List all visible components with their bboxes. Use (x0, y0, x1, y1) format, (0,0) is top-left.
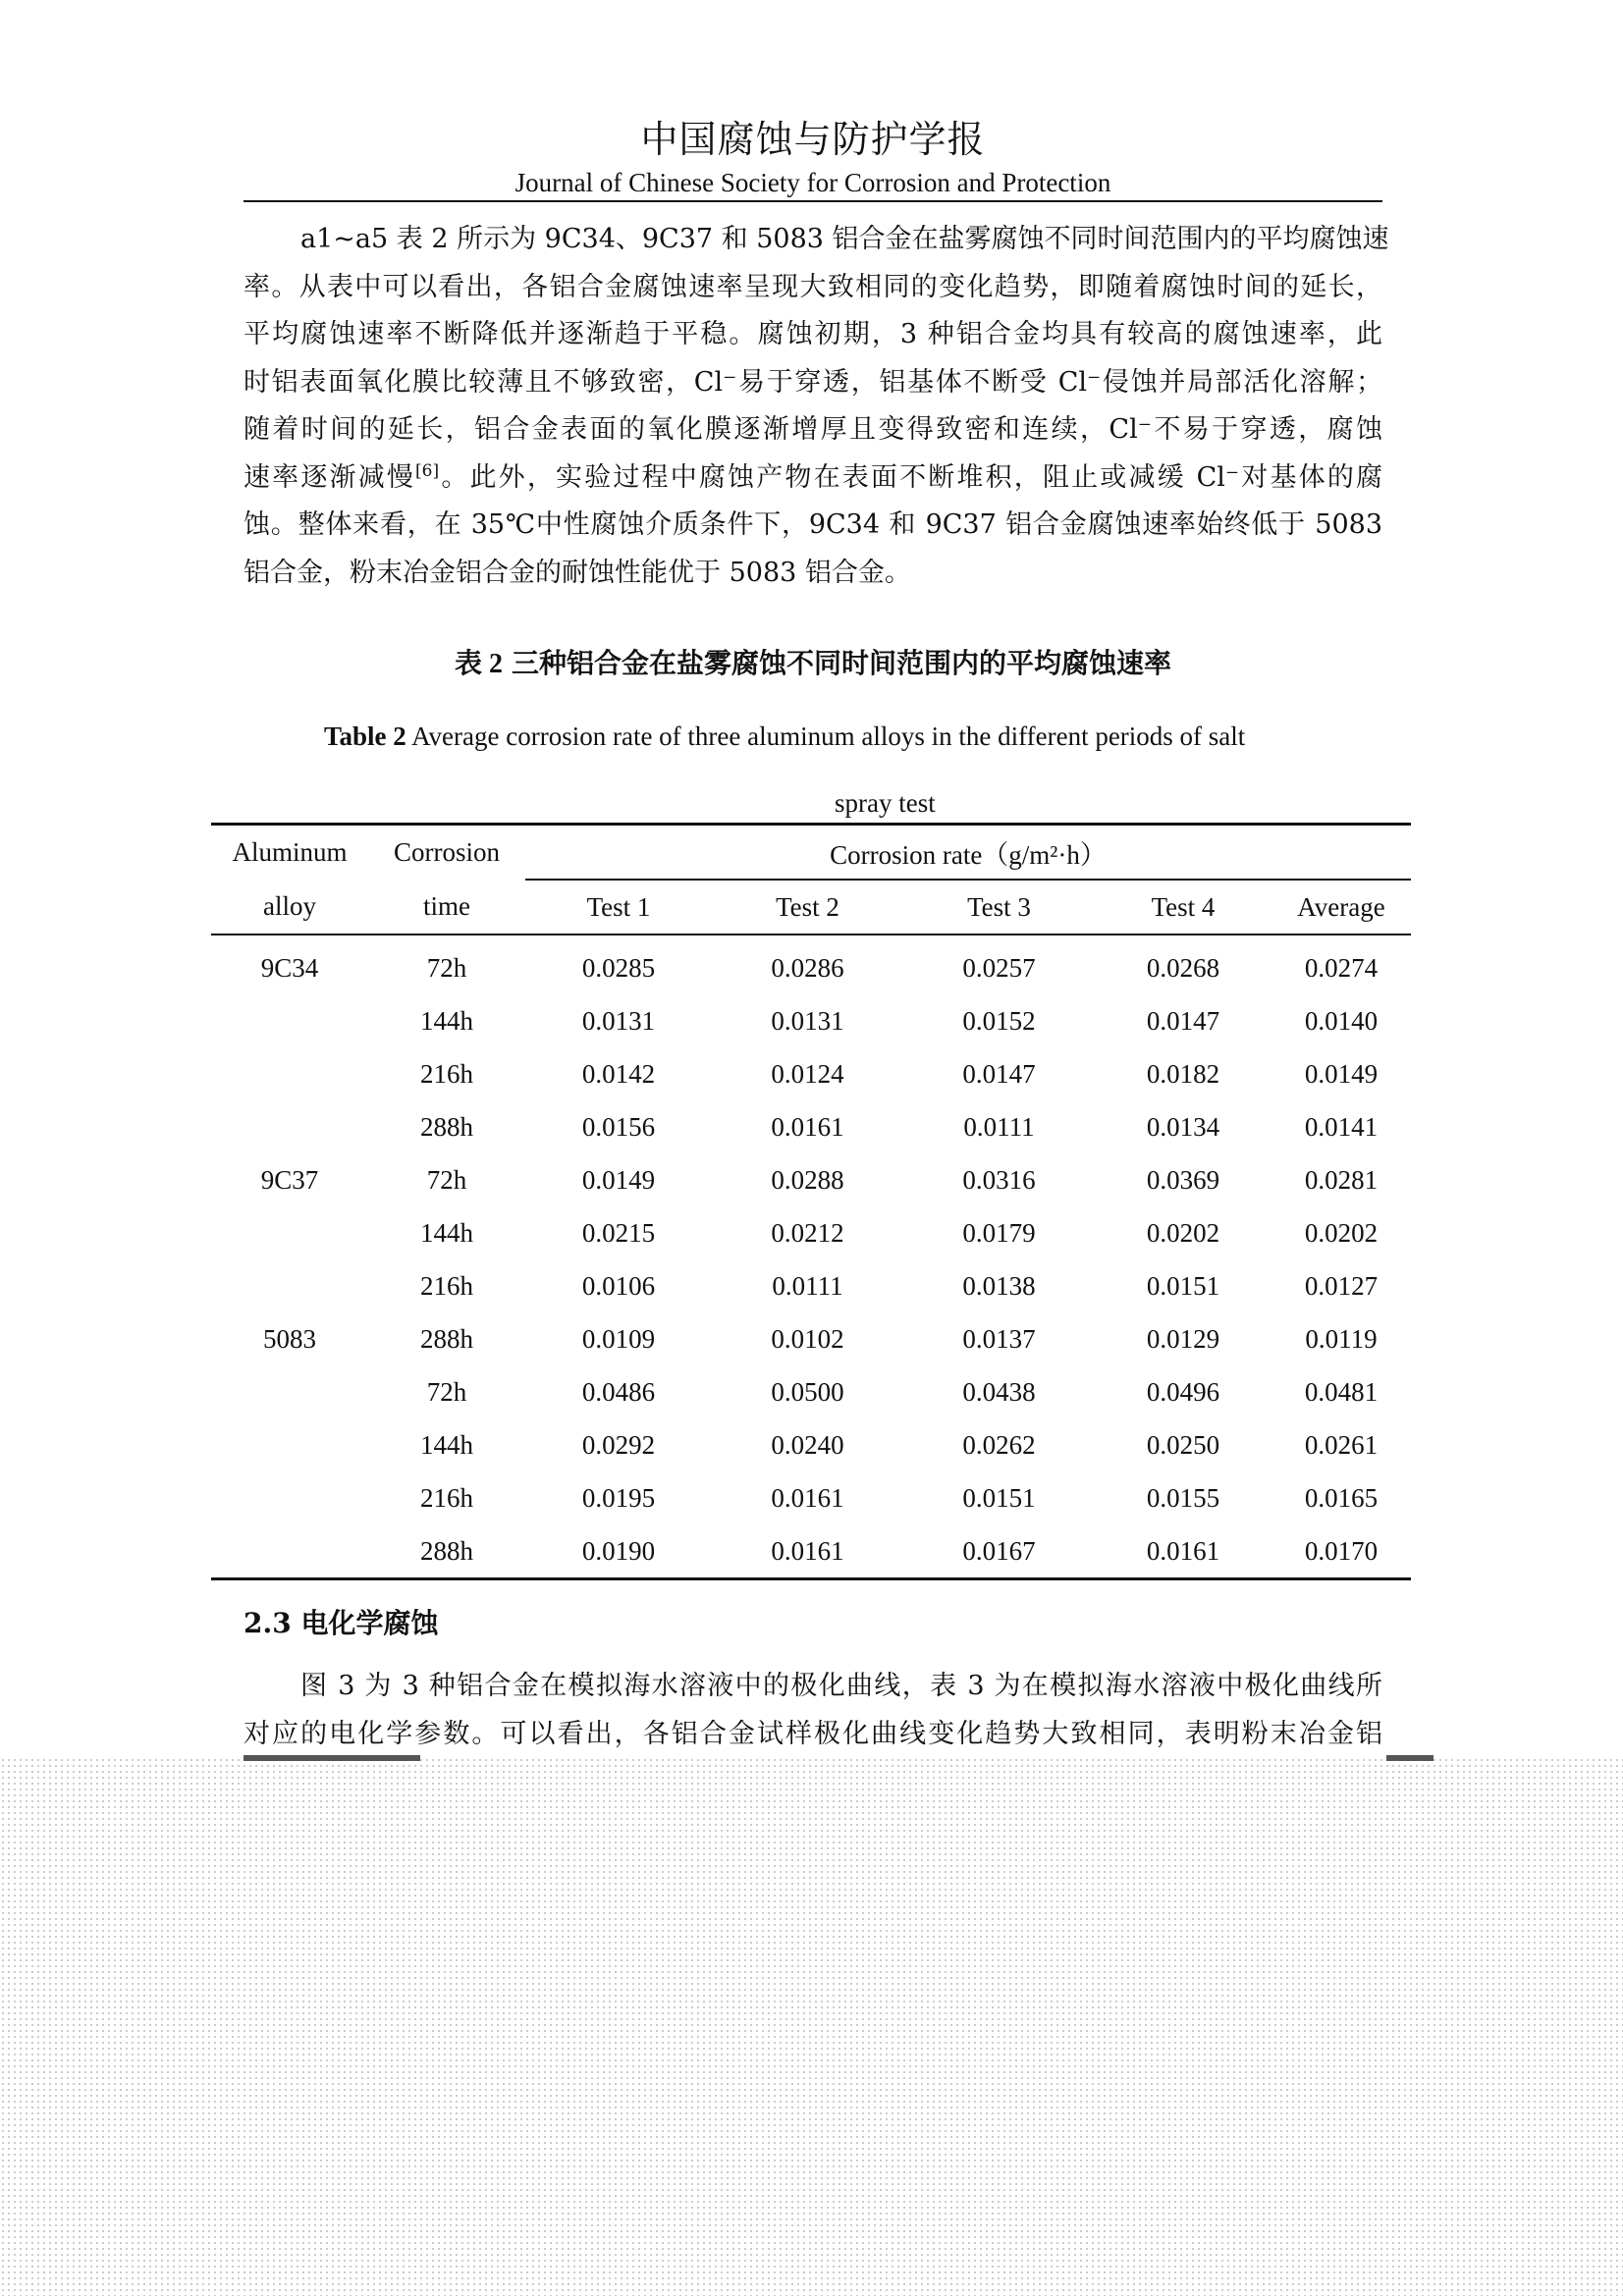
paragraph-text: 速率逐渐减慢 (243, 461, 416, 493)
cell-test2: 0.0500 (771, 1376, 844, 1407)
table-row (211, 934, 1411, 994)
cell-test2: 0.0288 (771, 1164, 844, 1195)
cell-test4: 0.0129 (1146, 1323, 1220, 1354)
paragraph-line: 铝合金，粉末冶金铝合金的耐蚀性能优于 5083 铝合金。 (243, 557, 911, 588)
header-corrosion-rate: Corrosion rate（g/m²·h） (525, 825, 1411, 881)
cell-alloy: 9C34 (260, 952, 319, 983)
cell-test4: 0.0151 (1146, 1270, 1220, 1301)
cell-test4: 0.0155 (1146, 1482, 1220, 1513)
cell-time: 144h (420, 1005, 473, 1036)
cell-time: 288h (420, 1111, 473, 1142)
paragraph-line: 蚀。整体来看，在 35℃中性腐蚀介质条件下，9C34 和 9C37 铝合金腐蚀速率始终低于 5083 (243, 509, 1382, 540)
cell-time: 216h (420, 1270, 473, 1301)
cell-test2: 0.0161 (771, 1111, 844, 1142)
cell-time: 72h (426, 1164, 467, 1195)
table-row (211, 1524, 1411, 1579)
cell-alloy (211, 1259, 368, 1312)
table-header-row (211, 880, 1411, 934)
scan-smudge (243, 1755, 420, 1761)
cell-alloy (211, 1100, 368, 1153)
cell-test2: 0.0161 (771, 1482, 844, 1513)
cell-test4: 0.0134 (1146, 1111, 1220, 1142)
cell-test1: 0.0106 (581, 1270, 656, 1301)
header-test4: Test 4 (1095, 880, 1271, 934)
cell-test1: 0.0109 (581, 1323, 656, 1354)
cell-test2: 0.0124 (771, 1058, 844, 1089)
cell-time: 144h (420, 1217, 473, 1248)
section-heading: 2.3 电化学腐蚀 (243, 1607, 439, 1639)
header-test2: Test 2 (712, 880, 903, 934)
cell-test3: 0.0111 (963, 1111, 1035, 1142)
cell-alloy: 9C37 (260, 1164, 319, 1195)
cell-alloy (211, 994, 368, 1047)
cell-test4: 0.0147 (1146, 1005, 1220, 1036)
cell-test3: 0.0179 (962, 1217, 1036, 1248)
table-row (211, 1100, 1411, 1153)
caption-line (324, 703, 1404, 770)
cell-test3: 0.0152 (962, 1005, 1036, 1036)
table-row (211, 1153, 1411, 1206)
table-row (211, 1312, 1411, 1365)
paragraph-line: 随着时间的延长，铝合金表面的氧化膜逐渐增厚且变得致密和连续，Cl⁻不易于穿透，腐蚀 (243, 414, 1382, 445)
cell-test1: 0.0142 (581, 1058, 656, 1089)
header-alloy: Aluminum (211, 825, 368, 881)
cell-test4: 0.0202 (1146, 1217, 1220, 1248)
paragraph-electrochemical (243, 1663, 1382, 1758)
cell-time: 216h (420, 1482, 473, 1513)
paragraph-line-with-ref (243, 454, 1382, 503)
table-row (211, 1365, 1411, 1418)
cell-test4: 0.0250 (1146, 1429, 1220, 1460)
cell-average: 0.0481 (1304, 1376, 1379, 1407)
cell-test2: 0.0286 (771, 952, 844, 983)
paragraph-line: 平均腐蚀速率不断降低并逐渐趋于平稳。腐蚀初期，3 种铝合金均具有较高的腐蚀速率，此 (243, 319, 1382, 349)
cell-alloy (211, 1524, 368, 1579)
table-label-cn: 表 2 (455, 649, 504, 679)
cell-test3: 0.0138 (962, 1270, 1036, 1301)
cell-test3: 0.0147 (962, 1058, 1036, 1089)
cell-test1: 0.0149 (581, 1164, 656, 1195)
cell-test1: 0.0190 (525, 1524, 712, 1579)
cell-time: 144h (420, 1429, 473, 1460)
cell-average: 0.0170 (1271, 1524, 1411, 1579)
cell-average: 0.0202 (1304, 1217, 1379, 1248)
cell-test1: 0.0156 (581, 1111, 656, 1142)
cell-alloy (211, 1365, 368, 1418)
caption-line: spray test (835, 788, 936, 818)
cell-test1: 0.0486 (581, 1376, 656, 1407)
caption-text: Average corrosion rate of three aluminum alloys in the different periods of salt (411, 721, 1246, 751)
cell-average: 0.0165 (1304, 1482, 1379, 1513)
cell-test2: 0.0131 (771, 1005, 844, 1036)
cell-test2: 0.0240 (771, 1429, 844, 1460)
cell-test2: 0.0102 (771, 1323, 844, 1354)
cell-test1: 0.0195 (581, 1482, 656, 1513)
cell-test1: 0.0285 (581, 952, 656, 983)
cell-average: 0.0149 (1304, 1058, 1379, 1089)
paragraph-corrosion-rate (243, 216, 1389, 597)
cell-test4: 0.0369 (1146, 1164, 1220, 1195)
corrosion-rate-table (211, 823, 1411, 1580)
table-row (211, 1259, 1411, 1312)
cell-test3: 0.0438 (962, 1376, 1036, 1407)
table-header-row (211, 825, 1411, 881)
paragraph-text: 。此外，实验过程中腐蚀产物在表面不断堆积，阻止或减缓 Cl⁻对基体的腐 (439, 461, 1382, 493)
cell-test3: 0.0137 (962, 1323, 1036, 1354)
cell-alloy (211, 1418, 368, 1471)
cell-test4: 0.0268 (1146, 952, 1220, 983)
cell-test3: 0.0316 (962, 1164, 1036, 1195)
scan-overlay (0, 1757, 1623, 2296)
header-average: Average (1271, 880, 1411, 934)
cell-test2: 0.0161 (712, 1524, 903, 1579)
table-row (211, 1418, 1411, 1471)
cell-test3: 0.0151 (962, 1482, 1036, 1513)
cell-test1: 0.0215 (581, 1217, 656, 1248)
cell-time: 288h (420, 1323, 473, 1354)
cell-test3: 0.0262 (962, 1429, 1036, 1460)
header-time-2: time (368, 880, 525, 934)
table-row (211, 1471, 1411, 1524)
table-row (211, 994, 1411, 1047)
journal-title-cn: 中国腐蚀与防护学报 (640, 118, 986, 161)
cell-test4: 0.0182 (1146, 1058, 1220, 1089)
cell-test4: 0.0496 (1146, 1376, 1220, 1407)
header-time: Corrosion (368, 825, 525, 881)
cell-time: 72h (426, 1376, 467, 1407)
cell-average: 0.0119 (1305, 1323, 1378, 1354)
cell-test3: 0.0167 (903, 1524, 1095, 1579)
cell-average: 0.0141 (1304, 1111, 1379, 1142)
cell-average: 0.0261 (1304, 1429, 1379, 1460)
table-label-en: Table 2 (324, 721, 406, 751)
journal-title-en: Journal of Chinese Society for Corrosion and Protection (514, 168, 1111, 197)
cell-average: 0.0274 (1304, 952, 1379, 983)
journal-header (243, 114, 1382, 200)
cell-average: 0.0127 (1304, 1270, 1379, 1301)
header-alloy-2: alloy (211, 880, 368, 934)
cell-average: 0.0281 (1304, 1164, 1379, 1195)
cell-test1: 0.0131 (581, 1005, 656, 1036)
cell-time: 288h (368, 1524, 525, 1579)
scan-smudge (1386, 1755, 1434, 1761)
paragraph-line: a1~a5 表 2 所示为 9C34、9C37 和 5083 铝合金在盐雾腐蚀不同时间范围内的平均腐蚀速 (300, 224, 1389, 254)
cell-alloy: 5083 (263, 1323, 316, 1354)
cell-alloy (211, 1047, 368, 1100)
cell-test3: 0.0257 (962, 952, 1036, 983)
table-row (211, 1047, 1411, 1100)
table-caption-cn (243, 638, 1382, 690)
paragraph-line: 图 3 为 3 种铝合金在模拟海水溶液中的极化曲线，表 3 为在模拟海水溶液中极化曲线所 (300, 1671, 1382, 1701)
table-caption-en (324, 703, 1404, 836)
cell-test1: 0.0292 (581, 1429, 656, 1460)
cell-test2: 0.0212 (771, 1217, 844, 1248)
paragraph-line: 率。从表中可以看出，各铝合金腐蚀速率呈现大致相同的变化趋势，即随着腐蚀时间的延长， (243, 271, 1382, 302)
table-row (211, 1206, 1411, 1259)
cell-time: 72h (426, 952, 467, 983)
cell-alloy (211, 1471, 368, 1524)
cell-average: 0.0140 (1304, 1005, 1379, 1036)
header-rule (243, 200, 1382, 202)
paragraph-line: 对应的电化学参数。可以看出，各铝合金试样极化曲线变化趋势大致相同，表明粉末冶金铝 (243, 1718, 1382, 1749)
cell-time: 216h (420, 1058, 473, 1089)
paragraph-line: 时铝表面氧化膜比较薄且不够致密，Cl⁻易于穿透，铝基体不断受 Cl⁻侵蚀并局部活化溶解； (243, 366, 1382, 398)
header-test1: Test 1 (525, 880, 712, 934)
cell-test4: 0.0161 (1095, 1524, 1271, 1579)
header-test3: Test 3 (903, 880, 1095, 934)
cell-test2: 0.0111 (772, 1270, 843, 1301)
cell-alloy (211, 1206, 368, 1259)
table-caption-cn-text: 三种铝合金在盐雾腐蚀不同时间范围内的平均腐蚀速率 (511, 649, 1171, 679)
citation-ref[interactable]: [6] (415, 460, 440, 481)
